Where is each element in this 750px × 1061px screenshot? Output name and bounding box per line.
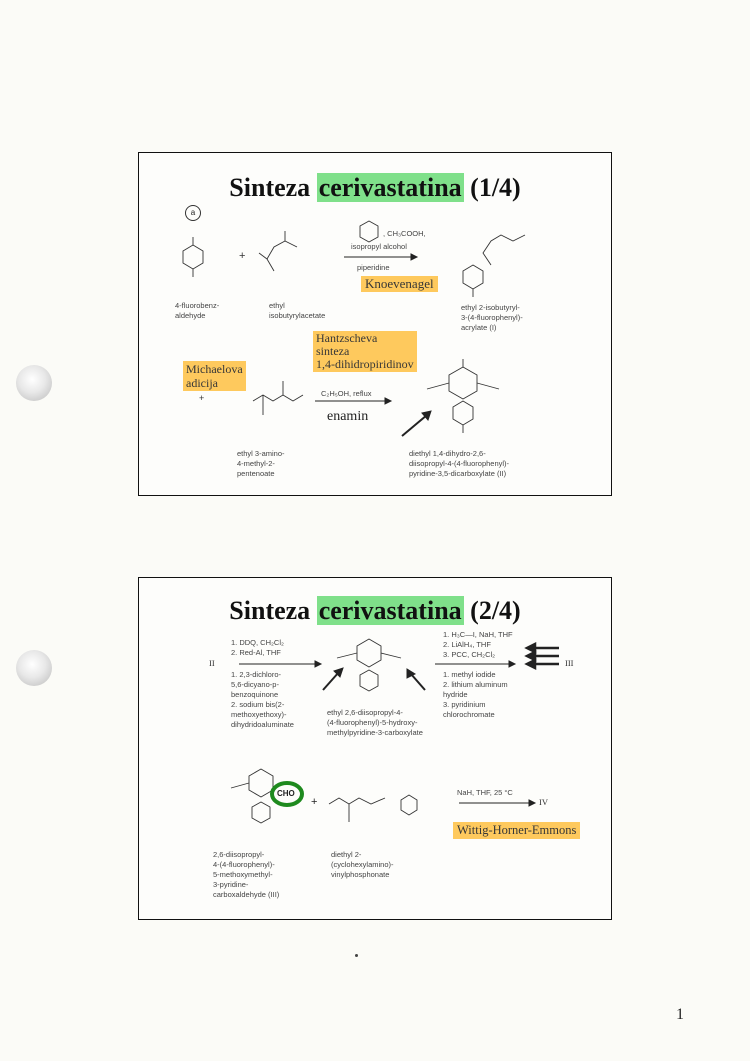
- pyridine-ring-1: [357, 639, 381, 667]
- conditions-right-bottom: 1. methyl iodide 2. lithium aluminum hydride 3. pyridinium chlorochromate: [443, 670, 508, 719]
- phosphonate-label: diethyl 2- (cyclohexylamino)- vinylphosphonate: [331, 850, 394, 879]
- plus-sign-2: +: [199, 393, 205, 403]
- title-suffix: (2/4): [463, 596, 521, 625]
- michael-label: Michaelova adicija: [183, 361, 246, 391]
- roman-II: II: [209, 658, 215, 668]
- slide-2: [138, 577, 612, 920]
- plus-sign-3: +: [311, 796, 318, 808]
- product2-label: diethyl 1,4-dihydro-2,6- diisopropyl-4-(4-fluorophenyl)- pyridine-3,5-dicarboxylate (II): [409, 449, 510, 478]
- bottom-dot: [355, 954, 358, 957]
- roman-IV: IV: [539, 797, 548, 807]
- conditions-right-top: 1. H₃C—I, NaH, THF 2. LiAlH₄, THF 3. PCC, CH₂Cl₂: [443, 630, 513, 659]
- cmpd2-label: ethyl isobutyrylacetate: [269, 301, 326, 320]
- product1-label: ethyl 2-isobutyryl- 3-(4-fluorophenyl)- acrylate (I): [461, 303, 523, 332]
- step-marker-text: a: [190, 208, 196, 217]
- cyclohexyl-ring: [401, 795, 417, 815]
- double-arrows: [527, 644, 559, 668]
- title-highlight: cerivastatina: [318, 173, 462, 202]
- aldehyde-label: 2,6-diisopropyl- 4-(4-fluorophenyl)- 5-methoxymethyl- 3-pyridine- carboxaldehyde (III): [213, 850, 280, 899]
- punch-hole-top: [16, 365, 52, 401]
- pointer-arrow-left: [323, 672, 339, 690]
- condition-ethanol: C₂H₅OH, reflux: [321, 389, 372, 398]
- roman-III: III: [565, 658, 574, 668]
- slide-1-structures: [139, 153, 611, 495]
- piperidine-ring: [360, 221, 378, 242]
- title-text: Sinteza: [229, 173, 317, 202]
- benzene-ring-2: [463, 265, 483, 289]
- knoevenagel-label: Knoevenagel: [361, 276, 438, 292]
- conditions-left-bottom: 1. 2,3-dichloro- 5,6-dicyano-p- benzoquinone 2. sodium bis(2- methoxyethoxy)- dihydridoaluminate: [231, 670, 294, 729]
- cho-label: CHO: [277, 789, 295, 798]
- enamin-label: enamin: [327, 409, 369, 424]
- cmpd1-label: 4-fluorobenz- aldehyde: [175, 301, 220, 320]
- intermediate-label: ethyl 2,6-diisopropyl-4- (4-fluorophenyl)-5-hydroxy- methylpyridine-3-carboxylate: [327, 708, 423, 737]
- pyridine-ring-2: [249, 769, 273, 797]
- hantzsch-label: Hantzscheva sinteza 1,4-dihidropiridinov: [313, 331, 417, 372]
- isobutyryl-chain: [267, 241, 297, 271]
- whe-label: Wittig-Horner-Emmons: [453, 822, 580, 839]
- enamine-name: ethyl 3-amino- 4-methyl-2- pentenoate: [237, 449, 285, 478]
- benzene-ring-4: [360, 670, 378, 691]
- reagent-solvent: isopropyl alcohol: [351, 242, 407, 251]
- benzene-ring-3: [453, 401, 473, 425]
- dihydropyridine-ring: [449, 367, 477, 399]
- phosphonate-chain: [329, 798, 385, 804]
- title-text: Sinteza: [229, 596, 317, 625]
- acrylate-chain: [483, 235, 525, 265]
- benzene-ring-1: [183, 245, 203, 269]
- pointer-arrow-right: [411, 674, 425, 690]
- enamine-chain: [253, 395, 303, 401]
- title-highlight: cerivastatina: [318, 596, 462, 625]
- reagent-below: piperidine: [357, 263, 390, 272]
- pointer-arrow: [402, 415, 427, 436]
- conditions-left-top: 1. DDQ, CH₂Cl₂ 2. Red-Al, THF: [231, 638, 284, 657]
- title-suffix: (1/4): [463, 173, 521, 202]
- page-number: 1: [676, 1006, 684, 1023]
- punch-hole-bottom: [16, 650, 52, 686]
- reagent-top: , CH₃COOH,: [383, 229, 426, 238]
- benzene-ring-5: [252, 802, 270, 823]
- slide-1: [138, 152, 612, 496]
- final-conditions: NaH, THF, 25 °C: [457, 788, 513, 797]
- plus-sign-1: +: [239, 250, 246, 262]
